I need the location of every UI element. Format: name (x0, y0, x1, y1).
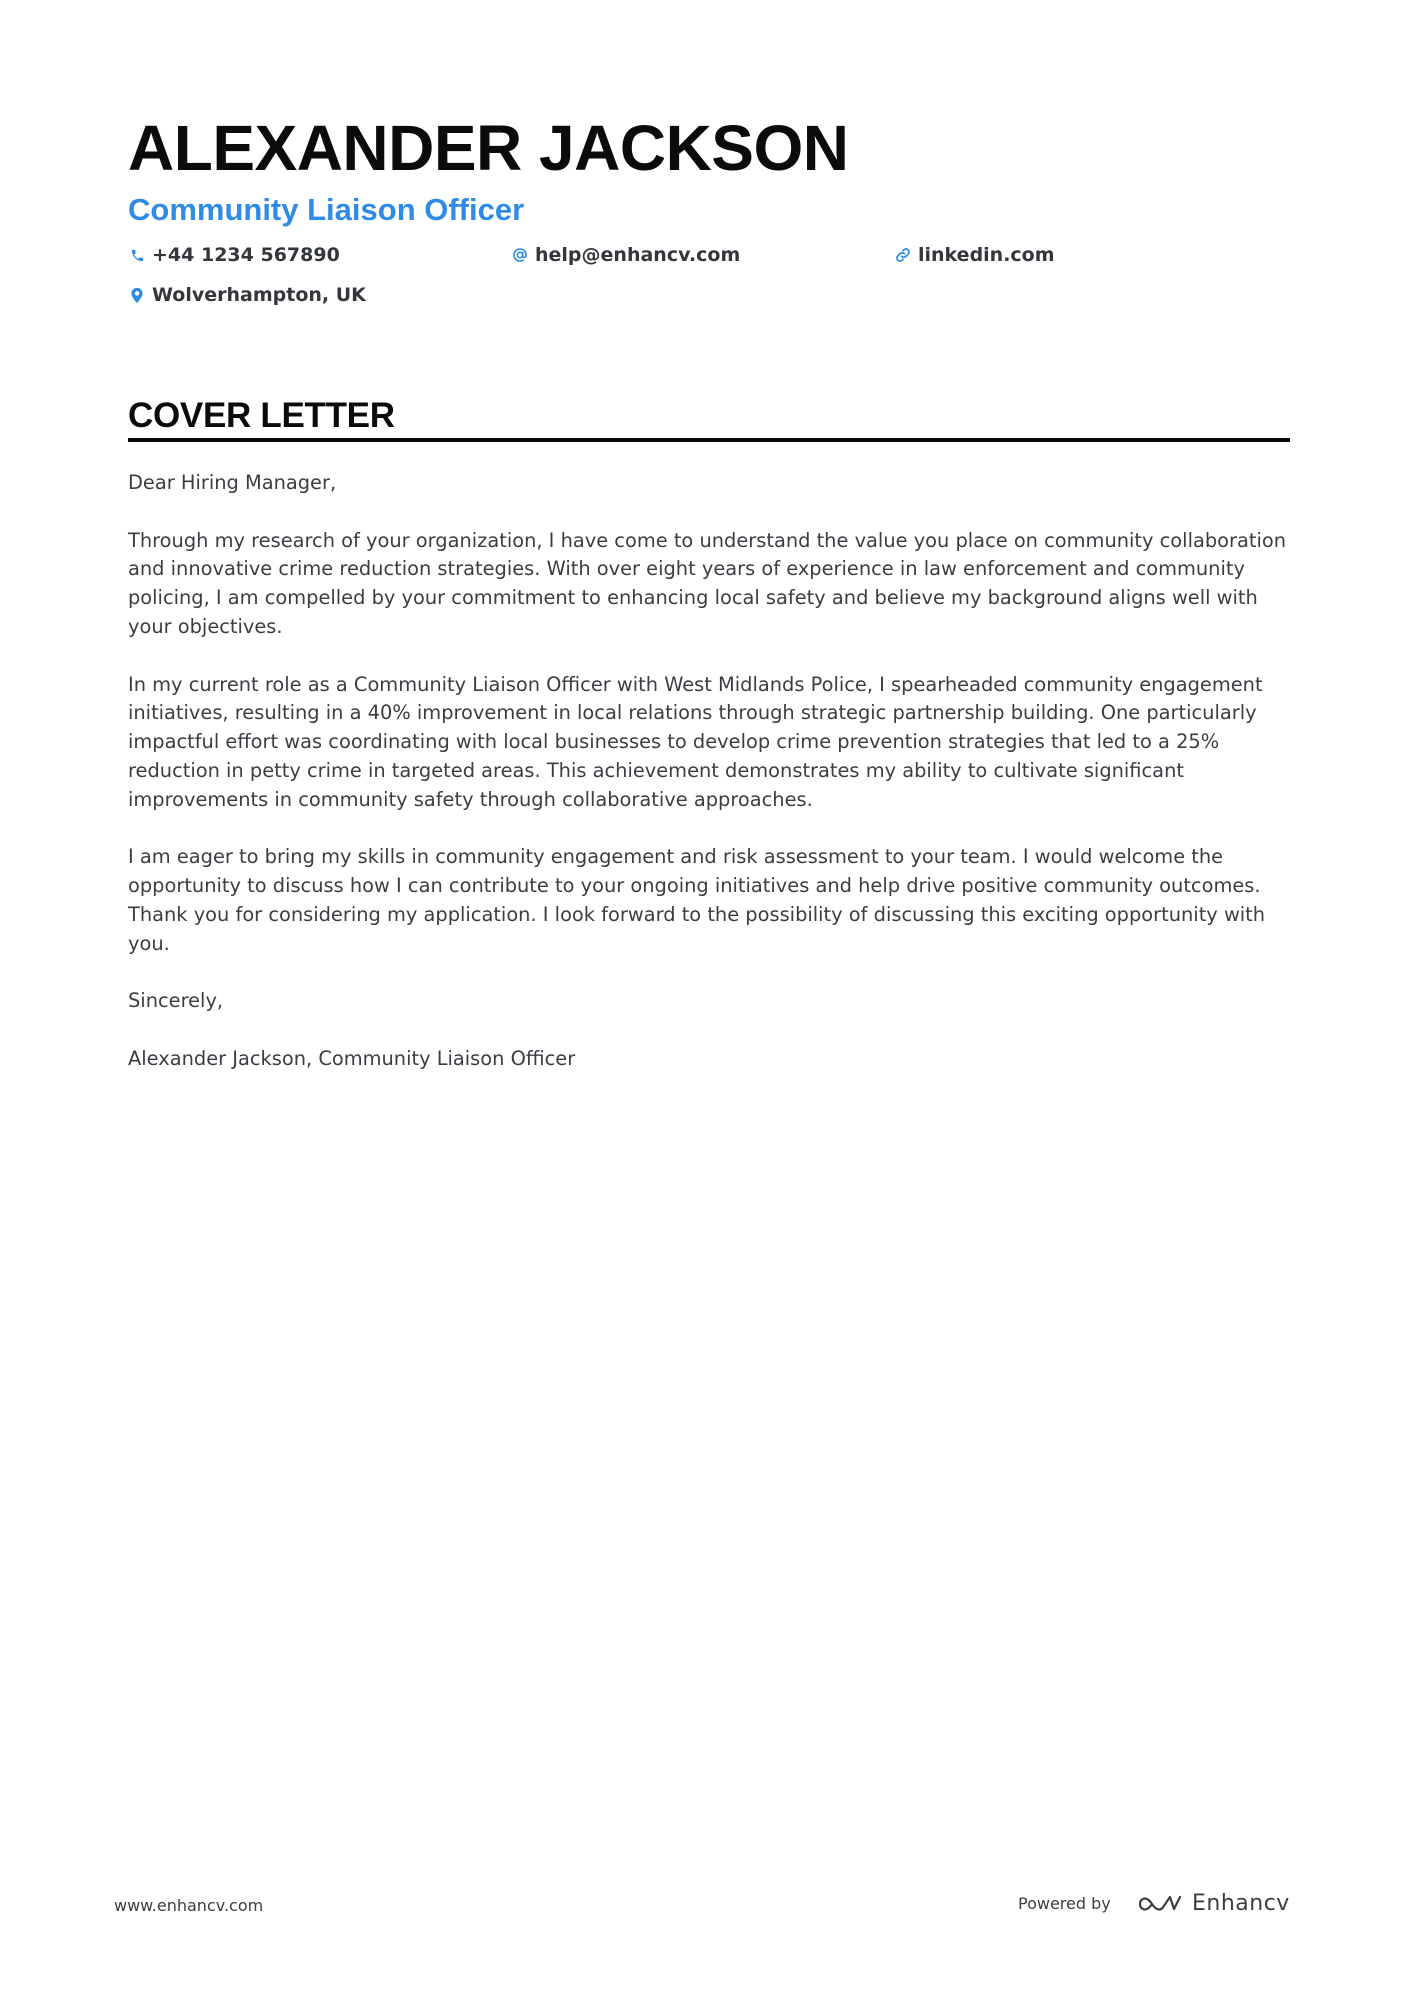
brand-name: Enhancv (1192, 1891, 1290, 1916)
at-icon (511, 246, 529, 264)
powered-by-label: Powered by (1018, 1894, 1111, 1913)
contact-phone[interactable] (128, 241, 340, 269)
salutation: Dear Hiring Manager, (128, 471, 337, 494)
letter-paragraph: I am eager to bring my skills in community engagement and risk assessment to your team. I would welcome the opportunity to discuss how I can contribute to your ongoing initiatives and help drive positive community outcomes. Thank you for considering my application. I look forward to the possibility of discussing this exciting opportunity with you. (128, 845, 1266, 955)
closing: Sincerely, (128, 989, 224, 1013)
location-pin-icon (128, 286, 146, 304)
enhancv-brand[interactable] (1138, 1889, 1290, 1919)
contact-location (128, 281, 366, 309)
link-icon (894, 246, 912, 264)
letter-paragraph: Through my research of your organization, I have come to understand the value you place on community collaboration and innovative crime reduction strategies. With over eight years of experience in law enforcement and community policing, I am compelled by your commitment to enhancing local safety and believe my background aligns well with your objectives. (128, 528, 1287, 638)
email-text: help@enhancv.com (535, 244, 741, 266)
phone-icon (128, 246, 146, 264)
applicant-name: ALEXANDER JACKSON (128, 112, 849, 184)
letter-body (128, 469, 1290, 1103)
letter-paragraph: In my current role as a Community Liaison Officer with West Midlands Police, I spearheaded community engagement initiatives, resulting in a 40% improvement in local relations through strategic partnership building. One particularly impactful effort was coordinating with local businesses to develop crime prevention strategies that led to a 25% reduction in petty crime in targeted areas. This achievement demonstrates my ability to cultivate significant improvements in community safety through collaborative approaches. (128, 672, 1263, 811)
footer-website-link[interactable]: www.enhancv.com (114, 1896, 264, 1915)
signature: Alexander Jackson, Community Liaison Officer (128, 1046, 576, 1070)
location-text: Wolverhampton, UK (152, 284, 366, 306)
contact-email[interactable] (511, 241, 740, 269)
contact-website[interactable] (894, 241, 1055, 269)
job-title: Community Liaison Officer (128, 192, 525, 227)
enhancv-logo-icon (1138, 1892, 1182, 1916)
section-divider (128, 438, 1290, 442)
phone-text: +44 1234 567890 (152, 244, 340, 266)
website-text: linkedin.com (918, 244, 1055, 266)
section-title: COVER LETTER (128, 396, 395, 435)
